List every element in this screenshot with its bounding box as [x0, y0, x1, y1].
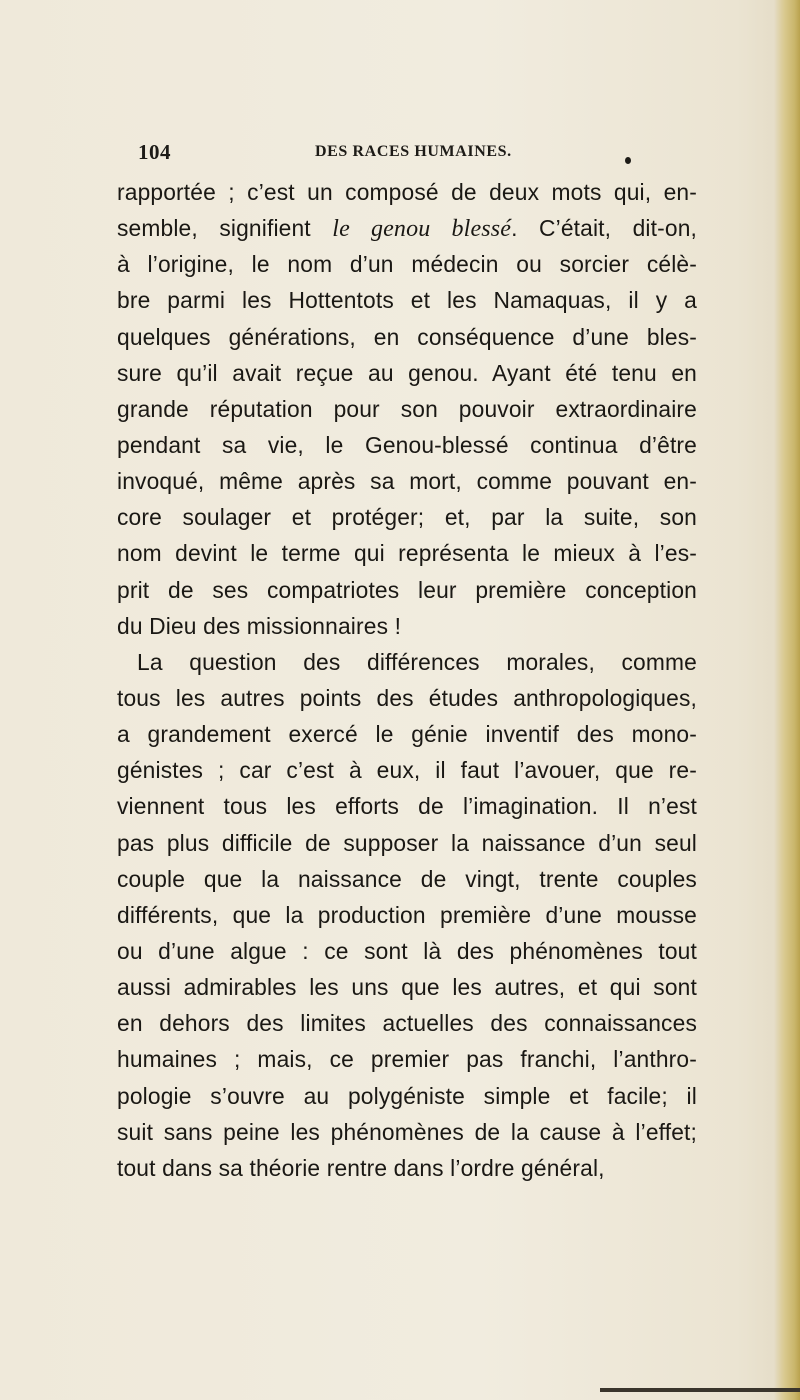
page-number: 104 [138, 140, 171, 164]
text-line [117, 210, 697, 246]
text-line: en dehors des limites actuelles des connaissances [117, 1010, 697, 1037]
text-line: différents, que la production première d’une mousse [117, 901, 697, 928]
text-line: suit sans peine les phénomènes de la cause à l’effet; [117, 1118, 697, 1145]
text-line: du Dieu des missionnaires ! [117, 612, 402, 639]
text-line: à l’origine, le nom d’un médecin ou sorcier célè- [117, 251, 697, 278]
text-line: tous les autres points des études anthropologiques, [117, 684, 697, 711]
text-line-end: . C’était, dit-on, [511, 215, 698, 242]
text-line: pologie s’ouvre au polygéniste simple et facile; il [117, 1082, 697, 1109]
text-line: core soulager et protéger; et, par la suite, son [117, 504, 697, 531]
text-line: a grandement exercé le génie inventif des mono- [117, 721, 697, 748]
text-line: humaines ; mais, ce premier pas franchi, l’anthro- [117, 1046, 697, 1073]
bottom-edge-rule [600, 1388, 800, 1392]
text-line: génistes ; car c’est à eux, il faut l’avouer, que re- [117, 757, 697, 784]
text-line: invoqué, même après sa mort, comme pouvant en- [117, 468, 697, 495]
italic-phrase: le genou blessé [332, 216, 512, 243]
text-line: viennent tous les efforts de l’imagination. Il n’est [117, 793, 697, 820]
text-line: pas plus difficile de supposer la naissance d’un seul [117, 829, 697, 856]
page-edge-shadow [774, 0, 800, 1400]
text-line: pendant sa vie, le Genou-blessé continua d’être [117, 431, 697, 458]
text-line-start: semble, signifient [117, 215, 333, 242]
text-line: quelques générations, en conséquence d’une bles- [117, 323, 697, 350]
text-line: tout dans sa théorie rentre dans l’ordre général, [117, 1154, 605, 1181]
text-line: nom devint le terme qui représenta le mieux à l’es- [117, 540, 697, 567]
text-line: couple que la naissance de vingt, trente couples [117, 865, 697, 892]
page-header [138, 140, 658, 164]
text-line: aussi admirables les uns que les autres, et qui sont [117, 974, 697, 1001]
body-text [117, 174, 697, 1186]
text-line: La question des différences morales, comme [137, 648, 697, 675]
text-line: rapportée ; c’est un composé de deux mots qui, en- [117, 179, 697, 205]
running-head: DES RACES HUMAINES. [315, 143, 512, 160]
ink-dot [625, 157, 631, 164]
text-line: prit de ses compatriotes leur première conception [117, 576, 697, 603]
text-line: grande réputation pour son pouvoir extraordinaire [117, 395, 697, 422]
text-line: sure qu’il avait reçue au genou. Ayant été tenu en [117, 359, 697, 386]
text-line: bre parmi les Hottentots et les Namaquas, il y a [117, 287, 697, 314]
text-line: ou d’une algue : ce sont là des phénomènes tout [117, 937, 697, 964]
